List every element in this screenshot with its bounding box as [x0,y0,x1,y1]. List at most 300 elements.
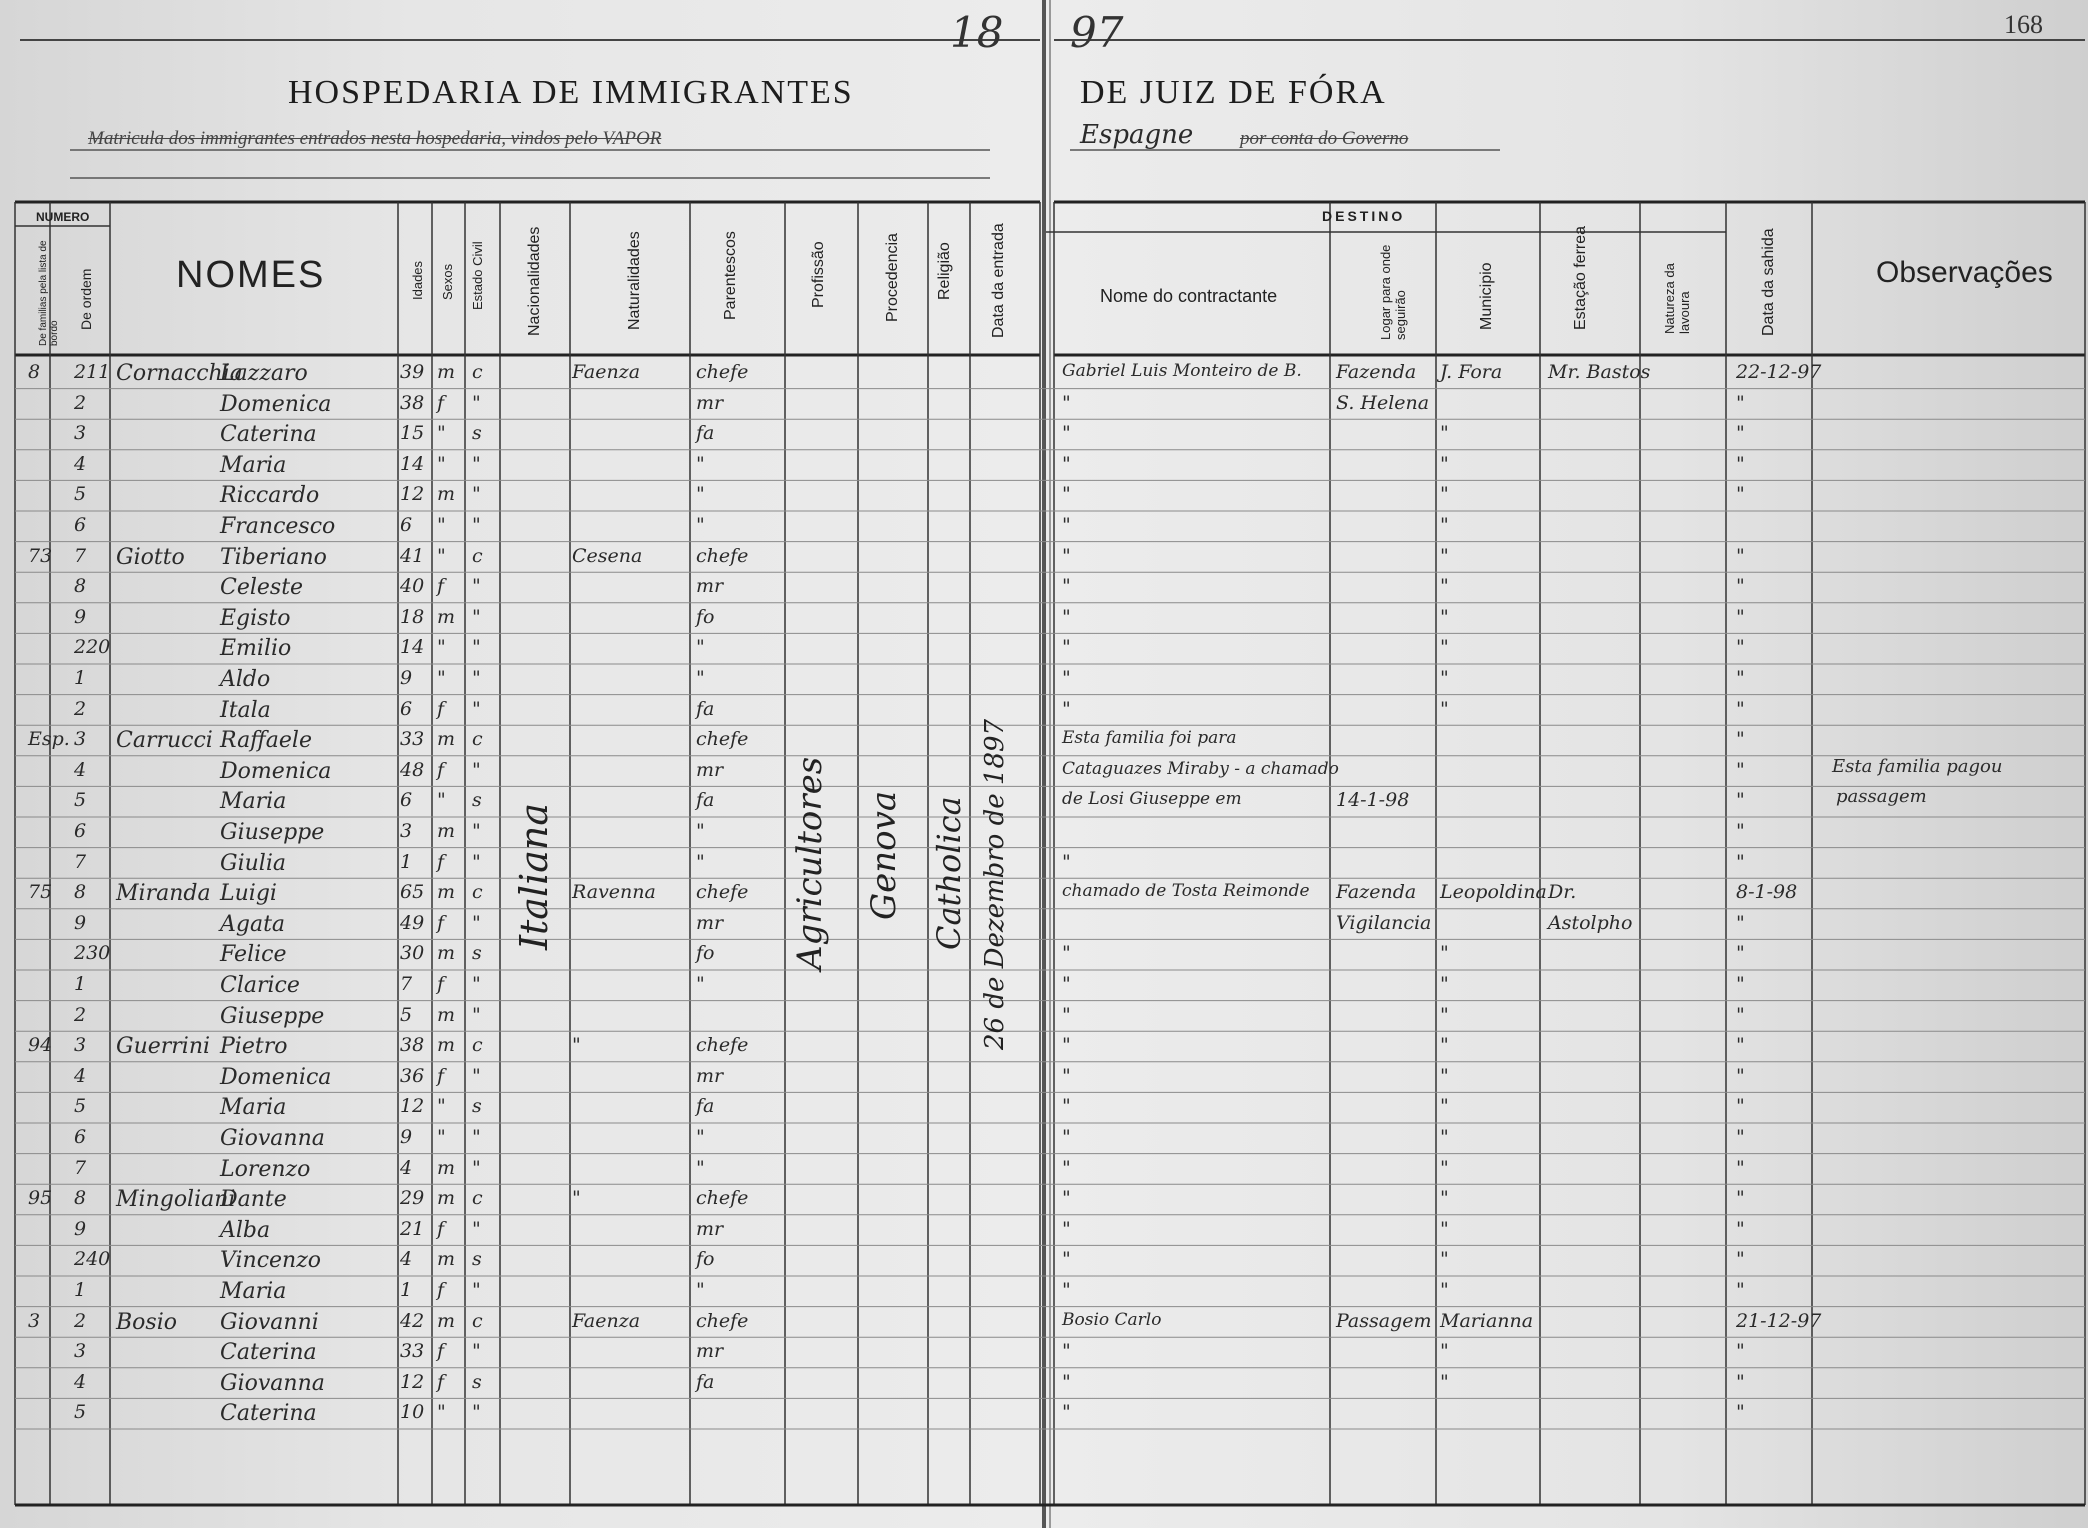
cell-sex: m [437,728,456,751]
cell-sex: f [437,1370,445,1393]
year-suffix: 97 [1070,8,1124,57]
cell-given-name: Raffaele [220,728,312,754]
cell-age: 48 [400,758,425,781]
cell-relationship: chefe [696,881,749,904]
cell-sex: " [437,789,446,812]
cell-relationship: mr [696,1064,724,1087]
cell-age: 65 [400,881,425,904]
cell-contractor: de Losi Giuseppe em [1062,789,1242,810]
cell-departure-date: " [1736,667,1745,689]
col-familia: De familias pela lista de bordo [38,240,60,346]
cell-order-number: 2 [74,391,87,414]
cell-municipality: " [1440,514,1449,536]
col-nacionalidades: Nacionalidades [526,226,543,336]
cell-sex: f [437,1217,445,1240]
cell-order-number: 230 [74,942,111,965]
cell-municipality: " [1440,667,1449,689]
col-estado-civil: Estado Civil [470,241,485,310]
cell-contractor: Bosio Carlo [1062,1309,1162,1330]
cell-departure-date: " [1736,1279,1745,1301]
title-right: DE JUIZ DE FÓRA [1080,74,1387,111]
cell-municipality: " [1440,605,1449,628]
cell-contractor: " [1062,1248,1071,1271]
cell-order-number: 3 [74,1340,87,1363]
cell-contractor: " [1062,850,1071,873]
cell-relationship: " [696,850,705,873]
cell-contractor: Cataguazes Miraby - a chamado [1062,758,1339,779]
cell-family-number: 94 [28,1034,53,1057]
cell-municipality: " [1440,1126,1449,1148]
cell-given-name: Giuseppe [220,1003,325,1029]
cell-sex: f [437,697,445,720]
col-profissao: Profissão [810,241,827,308]
cell-sex: m [437,1034,456,1057]
col-ordem: De ordem [78,268,94,330]
cell-sex: m [437,942,456,965]
cell-given-name: Maria [220,1095,287,1121]
cell-given-name: Felice [220,942,287,968]
cell-family-number: 95 [28,1187,53,1210]
cell-order-number: 220 [74,636,111,659]
cell-relationship: " [696,973,705,995]
cell-age: 36 [400,1064,425,1087]
cell-age: 12 [400,483,425,506]
cell-sex: " [437,1095,446,1118]
cell-contractor: " [1062,1401,1071,1424]
cell-given-name: Egisto [220,605,291,631]
cell-sex: m [437,483,456,506]
cell-municipality: " [1440,1156,1449,1179]
col-nomes: NOMES [176,254,326,296]
cell-departure-date: " [1736,452,1745,475]
cell-order-number: 5 [74,483,87,506]
cell-civil-status: " [472,452,481,475]
observation-line2: passagem [1836,786,1927,807]
cell-given-name: Itala [220,697,271,723]
cell-contractor: " [1062,1340,1071,1363]
cell-age: 40 [400,575,425,598]
cell-departure-date: " [1736,1034,1745,1057]
cell-order-number: 240 [74,1248,111,1271]
cell-birthplace: Faenza [572,361,641,383]
cell-municipality: " [1440,1217,1449,1240]
cell-family-number: 3 [28,1309,41,1332]
cell-civil-status: c [472,1309,483,1332]
cell-departure-date: " [1736,1248,1745,1271]
cell-contractor: " [1062,973,1071,995]
cell-surname: Guerrini [116,1034,211,1060]
cell-order-number: 8 [74,881,87,904]
cell-destination-place: 14-1-98 [1336,789,1410,812]
cell-contractor: " [1062,1126,1071,1148]
cell-contractor: " [1062,1187,1071,1210]
cell-contractor: " [1062,391,1071,414]
col-numero: NUMERO [36,210,90,224]
cell-municipality: " [1440,1095,1449,1118]
cell-departure-date: " [1736,758,1745,781]
cell-given-name: Maria [220,452,287,478]
cell-municipality: J. Fora [1440,361,1503,383]
cell-relationship: fo [696,942,715,965]
cell-civil-status: " [472,575,481,598]
cell-age: 38 [400,391,425,414]
cell-sex: m [437,881,456,904]
cell-departure-date: 8-1-98 [1736,881,1798,904]
cell-relationship: mr [696,1217,724,1240]
cell-age: 39 [400,361,425,383]
cell-departure-date: " [1736,605,1745,628]
col-estacao: Estação ferrea [1572,225,1589,330]
cell-civil-status: " [472,1064,481,1087]
cell-departure-date: " [1736,1370,1745,1393]
cell-departure-date: 22-12-97 [1736,361,1822,383]
cell-relationship: fa [696,1370,715,1393]
cell-family-number: 8 [28,361,41,383]
cell-family-number: 73 [28,544,53,567]
cell-order-number: 6 [74,1126,87,1148]
cell-sex: " [437,667,446,689]
cell-civil-status: " [472,973,481,995]
cell-departure-date: " [1736,575,1745,598]
cell-sex: f [437,973,445,995]
page-number: 168 [2004,10,2043,39]
cell-contractor: " [1062,1217,1071,1240]
cell-relationship: chefe [696,1309,749,1332]
cell-contractor: " [1062,1064,1071,1087]
cell-relationship: " [696,452,705,475]
cell-civil-status: " [472,1279,481,1301]
cell-given-name: Maria [220,789,287,815]
cell-order-number: 4 [74,1370,87,1393]
cell-contractor: " [1062,514,1071,536]
cell-relationship: " [696,1156,705,1179]
cell-contractor: " [1062,605,1071,628]
cell-sex: " [437,1401,446,1424]
cell-birthplace: " [572,1187,581,1210]
cell-civil-status: " [472,1340,481,1363]
col-natureza: Natureza da lavoura [1662,263,1692,334]
cell-departure-date: " [1736,1401,1745,1424]
cell-order-number: 2 [74,1003,87,1026]
cell-departure-date: " [1736,850,1745,873]
cell-municipality: " [1440,544,1449,567]
cell-order-number: 4 [74,1064,87,1087]
cell-sex: f [437,391,445,414]
cell-civil-status: c [472,728,483,751]
cell-destination-place: Vigilancia [1336,911,1432,934]
cell-birthplace: Faenza [572,1309,641,1332]
cell-civil-status: " [472,605,481,628]
cell-relationship: " [696,1279,705,1301]
cell-order-number: 8 [74,575,87,598]
cell-relationship: fo [696,605,715,628]
cell-departure-date: " [1736,697,1745,720]
cell-destination-place: Fazenda [1336,361,1417,383]
cell-order-number: 7 [74,544,87,567]
cell-relationship: fa [696,789,715,812]
cell-age: 1 [400,1279,413,1301]
cell-order-number: 2 [74,1309,87,1332]
cell-departure-date: " [1736,973,1745,995]
cell-age: 30 [400,942,425,965]
cell-order-number: 4 [74,452,87,475]
cell-relationship: chefe [696,544,749,567]
col-parentescos: Parentescos [722,231,739,320]
cell-civil-status: " [472,1003,481,1026]
cell-contractor: " [1062,452,1071,475]
cell-departure-date: " [1736,636,1745,659]
cell-civil-status: " [472,1126,481,1148]
cell-departure-date: " [1736,1095,1745,1118]
cell-departure-date: " [1736,911,1745,934]
cell-sex: m [437,361,456,383]
cell-relationship: " [696,667,705,689]
cell-order-number: 3 [74,728,87,751]
cell-relationship: mr [696,911,724,934]
cell-contractor: " [1062,575,1071,598]
col-data-entrada: Data da entrada [990,223,1007,338]
note-procedencia: Genova [864,790,904,920]
cell-sex: m [437,1003,456,1026]
subtitle-right: por conta do Governo [1240,128,1409,149]
cell-given-name: Agata [220,911,286,937]
cell-contractor: " [1062,1156,1071,1179]
cell-age: 6 [400,514,413,536]
cell-civil-status: c [472,1034,483,1057]
cell-relationship: chefe [696,1187,749,1210]
cell-given-name: Giovanni [220,1309,319,1335]
cell-given-name: Caterina [220,1340,317,1366]
cell-civil-status: " [472,391,481,414]
cell-municipality: " [1440,452,1449,475]
cell-relationship: fo [696,1248,715,1271]
cell-order-number: 8 [74,1187,87,1210]
cell-sex: " [437,514,446,536]
cell-sex: m [437,1187,456,1210]
cell-order-number: 9 [74,605,87,628]
note-profissao: Agricultores [790,756,830,970]
cell-order-number: 1 [74,667,87,689]
cell-age: 33 [400,728,425,751]
cell-sex: " [437,544,446,567]
cell-age: 4 [400,1156,413,1179]
cell-civil-status: s [472,942,482,965]
cell-relationship: " [696,820,705,842]
subtitle-left: Matricula dos immigrantes entrados nesta hospedaria, vindos pelo VAPOR [88,128,662,149]
cell-civil-status: s [472,1248,482,1271]
cell-given-name: Lazzaro [220,361,308,386]
cell-municipality: " [1440,973,1449,995]
cell-contractor: " [1062,697,1071,720]
cell-age: 21 [400,1217,425,1240]
cell-order-number: 3 [74,1034,87,1057]
subtitle-vessel: Espagne [1080,120,1194,150]
cell-relationship: " [696,483,705,506]
cell-civil-status: " [472,636,481,659]
cell-civil-status: " [472,667,481,689]
cell-civil-status: " [472,820,481,842]
cell-age: 38 [400,1034,425,1057]
cell-sex: " [437,422,446,445]
note-religiao: Catholica [930,796,968,950]
cell-age: 12 [400,1370,425,1393]
cell-sex: m [437,1248,456,1271]
cell-sex: m [437,605,456,628]
cell-sex: m [437,1156,456,1179]
cell-relationship: chefe [696,361,749,383]
cell-civil-status: " [472,697,481,720]
cell-sex: f [437,758,445,781]
cell-departure-date: " [1736,1340,1745,1363]
cell-municipality: " [1440,1340,1449,1363]
cell-given-name: Celeste [220,575,304,601]
cell-age: 14 [400,452,425,475]
cell-given-name: Caterina [220,1401,317,1427]
cell-civil-status: " [472,1401,481,1424]
cell-relationship: chefe [696,728,749,751]
cell-municipality: Marianna [1440,1309,1534,1332]
cell-departure-date: " [1736,483,1745,506]
cell-age: 6 [400,697,413,720]
cell-age: 14 [400,636,425,659]
cell-contractor: " [1062,1034,1071,1057]
cell-civil-status: c [472,361,483,383]
col-observacoes: Observações [1876,256,2053,289]
cell-civil-status: c [472,881,483,904]
col-data-sahida: Data da sahida [1760,228,1777,336]
cell-given-name: Giovanna [220,1370,325,1396]
cell-age: 7 [400,973,413,995]
cell-municipality: " [1440,575,1449,598]
cell-sex: m [437,1309,456,1332]
cell-civil-status: s [472,789,482,812]
cell-age: 15 [400,422,425,445]
cell-age: 33 [400,1340,425,1363]
cell-contractor: Gabriel Luis Monteiro de B. [1062,361,1302,381]
cell-given-name: Pietro [220,1034,288,1060]
title-left: HOSPEDARIA DE IMMIGRANTES [288,74,854,111]
cell-relationship: mr [696,1340,724,1363]
col-idades: Idades [410,260,425,300]
cell-civil-status: " [472,1156,481,1179]
col-naturalidades: Naturalidades [626,231,643,330]
cell-given-name: Giuseppe [220,820,325,845]
col-municipio: Municipio [1478,262,1495,330]
cell-age: 49 [400,911,425,934]
cell-order-number: 9 [74,911,87,934]
cell-given-name: Domenica [220,758,332,784]
cell-civil-status: " [472,911,481,934]
cell-age: 6 [400,789,413,812]
cell-civil-status: " [472,483,481,506]
cell-municipality: " [1440,636,1449,659]
observation-line1: Esta familia pagou [1832,756,2003,777]
cell-sex: f [437,575,445,598]
cell-civil-status: s [472,1095,482,1118]
year-prefix: 18 [950,8,1004,57]
cell-age: 9 [400,667,413,689]
note-data-entrada: 26 de Dezembro de 1897 [980,718,1010,1050]
cell-birthplace: Cesena [572,544,643,567]
cell-age: 5 [400,1003,413,1026]
cell-order-number: 1 [74,973,87,995]
cell-departure-date: " [1736,391,1745,414]
cell-order-number: 211 [74,361,111,383]
col-contractante: Nome do contractante [1100,286,1278,306]
cell-municipality: " [1440,422,1449,445]
cell-given-name: Dante [220,1187,287,1213]
cell-family-number: 75 [28,881,53,904]
cell-age: 4 [400,1248,413,1271]
cell-surname: Cornacchia [116,361,243,386]
cell-departure-date: " [1736,1187,1745,1210]
cell-municipality: " [1440,1187,1449,1210]
col-religiao: Religião [936,242,953,300]
cell-civil-status: s [472,422,482,445]
cell-civil-status: " [472,514,481,536]
cell-departure-date: " [1736,820,1745,842]
cell-destination-place: S. Helena [1336,391,1430,414]
cell-sex: m [437,820,456,842]
cell-civil-status: c [472,544,483,567]
cell-given-name: Tiberiano [220,544,327,570]
cell-municipality: " [1440,1003,1449,1026]
cell-relationship: mr [696,391,724,414]
cell-given-name: Francesco [220,514,336,539]
cell-order-number: 6 [74,820,87,842]
cell-municipality: " [1440,1370,1449,1393]
cell-contractor: " [1062,636,1071,659]
cell-relationship: mr [696,758,724,781]
cell-order-number: 3 [74,422,87,445]
col-destino: DESTINO [1322,208,1406,224]
cell-civil-status: s [472,1370,482,1393]
cell-age: 1 [400,850,413,873]
cell-departure-date: 21-12-97 [1736,1309,1822,1332]
cell-contractor: " [1062,667,1071,689]
cell-contractor: " [1062,544,1071,567]
note-nacionalidade: Italiana [512,802,556,950]
cell-sex: " [437,1126,446,1148]
cell-surname: Carrucci [116,728,213,754]
cell-contractor: " [1062,1279,1071,1301]
cell-municipality: " [1440,942,1449,965]
cell-given-name: Clarice [220,973,300,998]
cell-municipality: " [1440,1064,1449,1087]
cell-given-name: Domenica [220,1064,332,1090]
cell-departure-date: " [1736,942,1745,965]
cell-departure-date: " [1736,1217,1745,1240]
cell-order-number: 4 [74,758,87,781]
cell-surname: Mingoliani [116,1187,236,1213]
cell-departure-date: " [1736,789,1745,812]
cell-civil-status: " [472,758,481,781]
cell-given-name: Luigi [220,881,277,907]
cell-relationship: chefe [696,1034,749,1057]
cell-destination-place: Passagem [1336,1309,1432,1332]
cell-municipality: " [1440,1034,1449,1057]
cell-age: 29 [400,1187,425,1210]
cell-given-name: Riccardo [220,483,320,509]
cell-municipality: " [1440,1248,1449,1271]
cell-surname: Giotto [116,544,185,570]
cell-relationship: fa [696,422,715,445]
cell-age: 12 [400,1095,425,1118]
cell-surname: Miranda [116,881,211,907]
cell-given-name: Caterina [220,422,317,448]
cell-age: 41 [400,544,425,567]
cell-relationship: mr [696,575,724,598]
